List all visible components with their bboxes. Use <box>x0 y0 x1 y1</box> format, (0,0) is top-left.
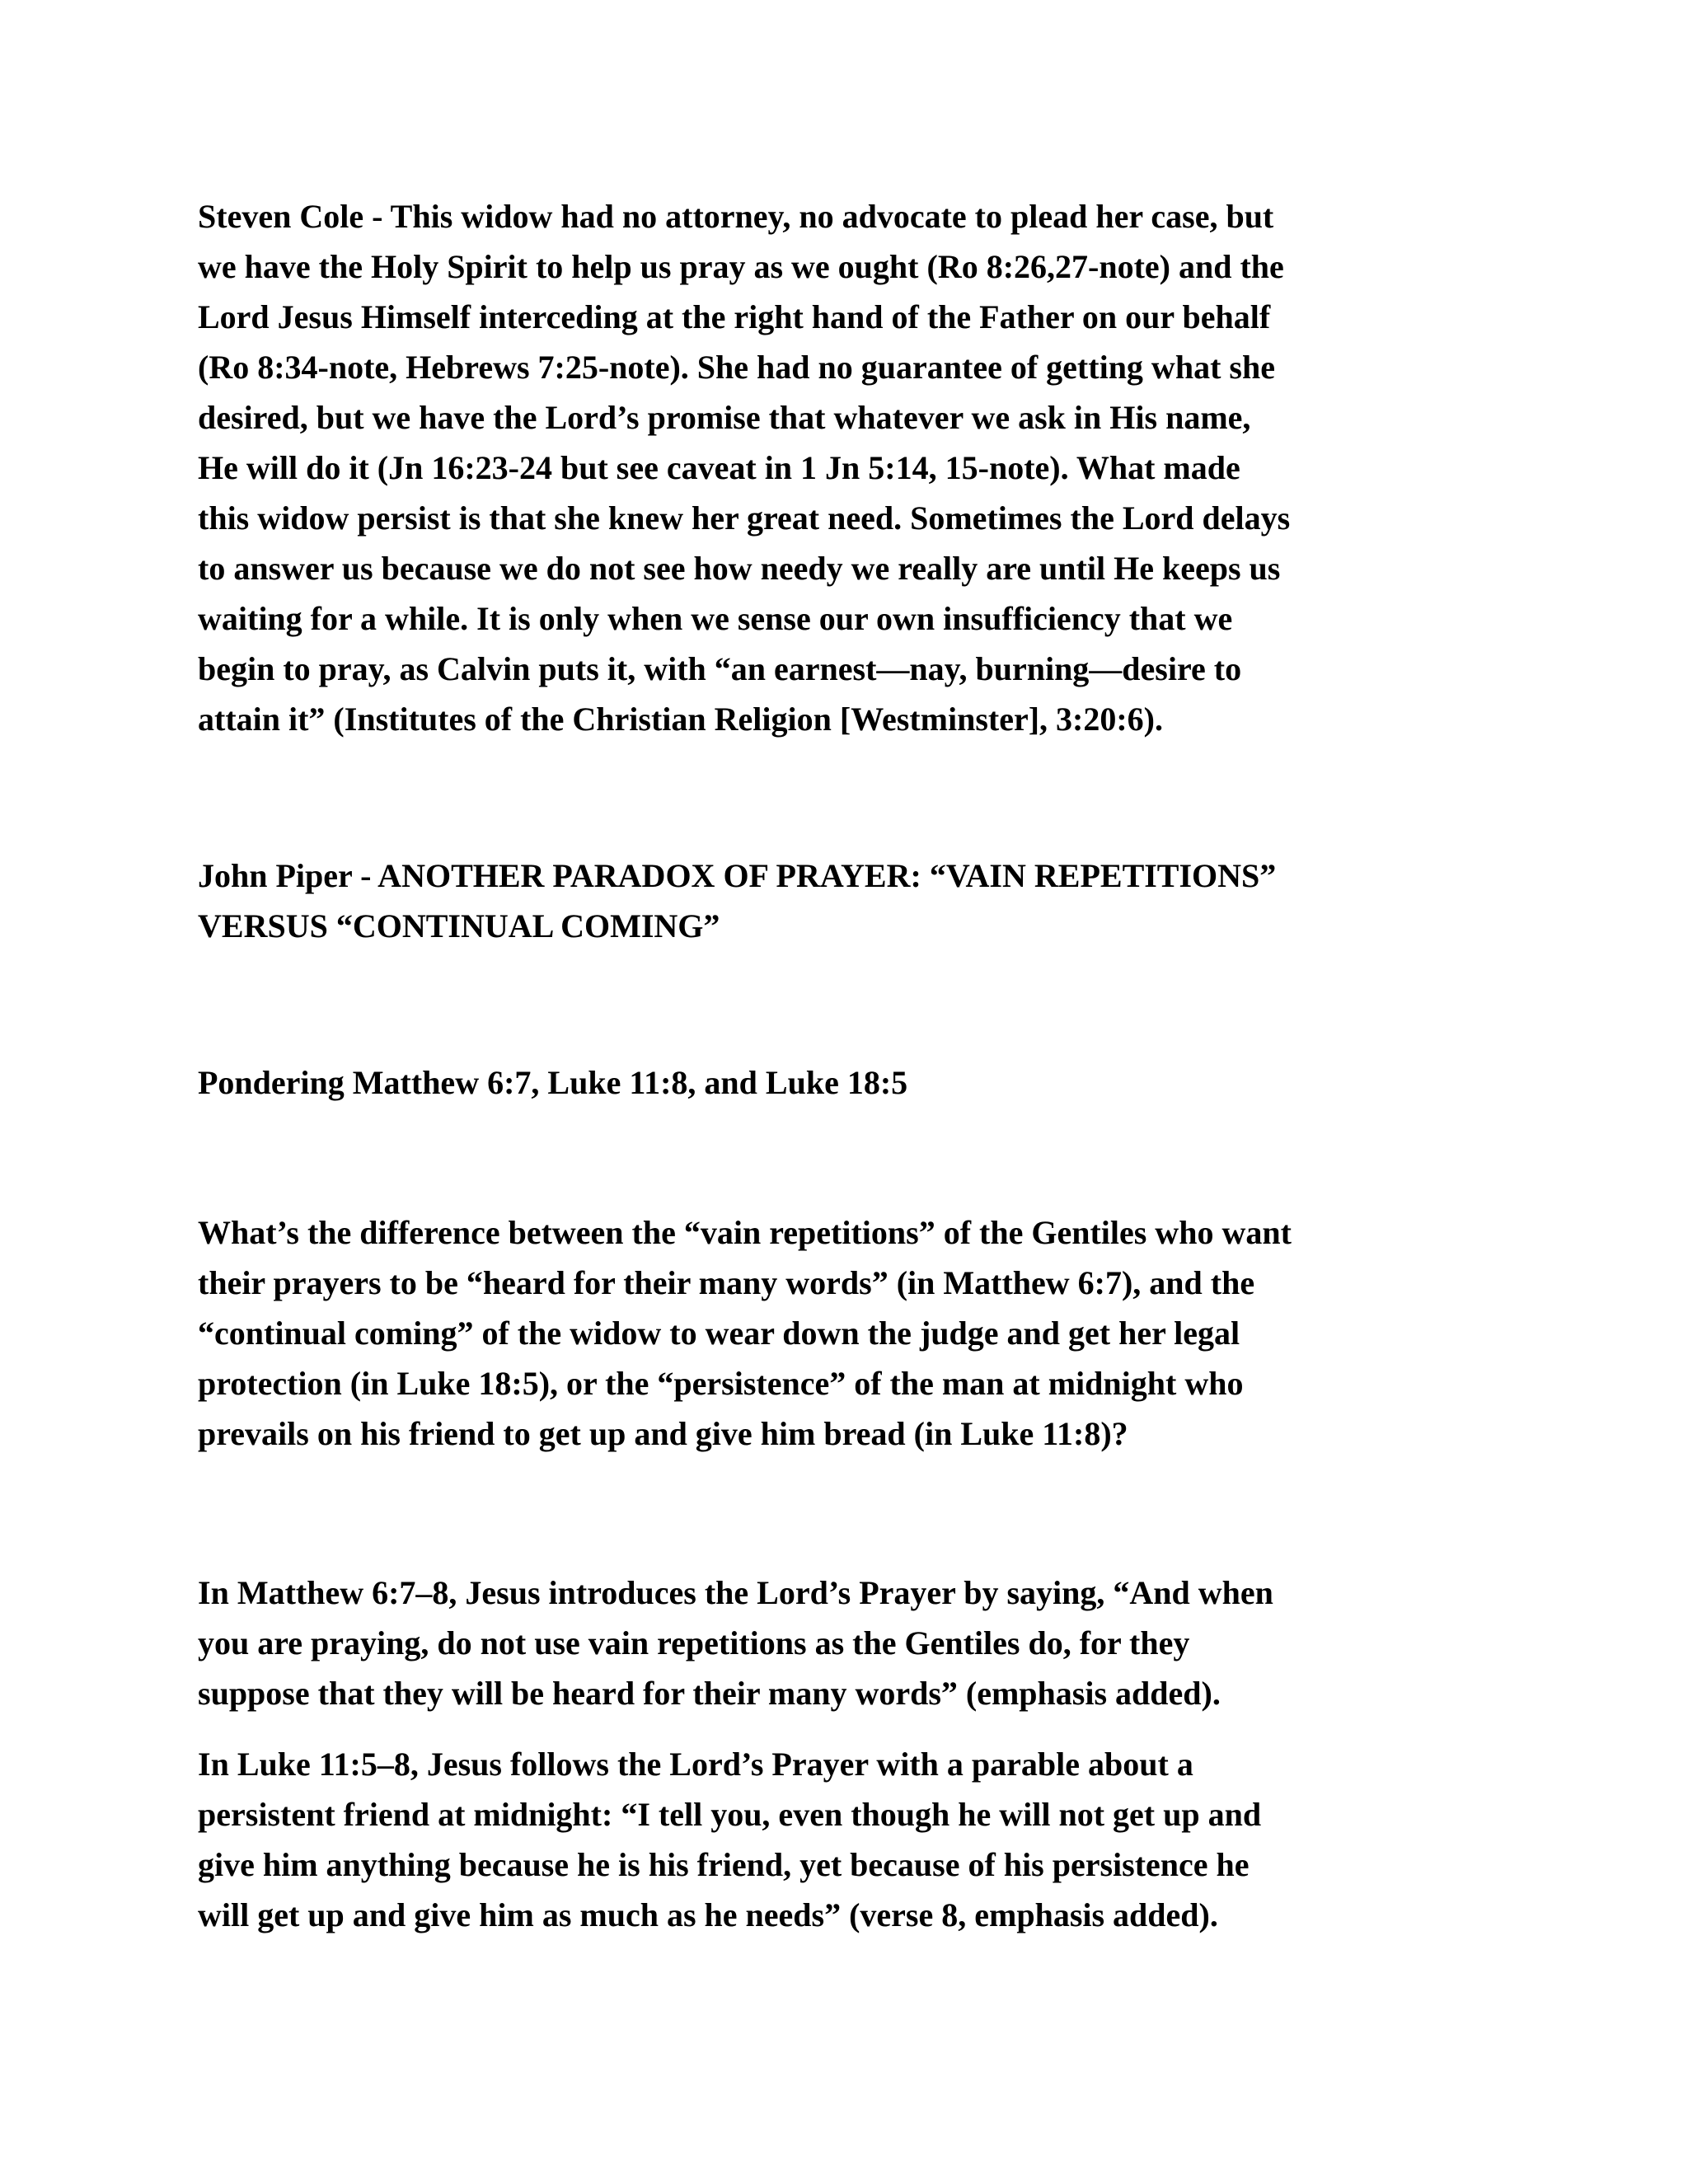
paragraph-steven-cole: Steven Cole - This widow had no attorney, no advocate to plead her case, but we have the Holy Spirit to help us pray as we ought (Ro 8:26,27-note) and the Lord Jesus Himself interceding at the right hand of the Father on our behalf (Ro 8:34-note, Hebrews 7:25-note). She had no guarantee of getting what she desired, but we have the Lord’s promise that whatever we ask in His name, He will do it (Jn 16:23-24 but see caveat in 1 Jn 5:14, 15-note). What made this widow persist is that she knew her great need. Sometimes the Lord delays to answer us because we do not see how needy we really are until He keeps us waiting for a while. It is only when we sense our own insufficiency that we begin to pray, as Calvin puts it, with “an earnest—nay, burning—desire to attain it” (Institutes of the Christian Religion [Westminster], 3:20:6). <box>198 198 1291 738</box>
paragraph-luke: In Luke 11:5–8, Jesus follows the Lord’s Prayer with a parable about a persistent friend at midnight: “I tell you, even though he will not get up and give him anything because he is his friend, yet because of his persistence he will get up and give him as much as he needs” (verse 8, emphasis added). <box>198 1746 1262 1933</box>
paragraph-question: What’s the difference between the “vain repetitions” of the Gentiles who want their prayers to be “heard for their many words” (in Matthew 6:7), and the “continual coming” of the widow to wear down the judge and get her legal protection (in Luke 18:5), or the “persistence” of the man at midnight who prevails on his friend to get up and give him bread (in Luke 11:8)? <box>198 1214 1292 1452</box>
heading-john-piper: John Piper - ANOTHER PARADOX OF PRAYER: “VAIN REPETITIONS” VERSUS “CONTINUAL COMING” <box>198 857 1277 944</box>
paragraph-matthew: In Matthew 6:7–8, Jesus introduces the Lord’s Prayer by saying, “And when you are praying, do not use vain repetitions as the Gentiles do, for they suppose that they will be heard for their many words” (emphasis added). <box>198 1574 1273 1712</box>
subheading-pondering: Pondering Matthew 6:7, Luke 11:8, and Luke 18:5 <box>198 1064 908 1101</box>
